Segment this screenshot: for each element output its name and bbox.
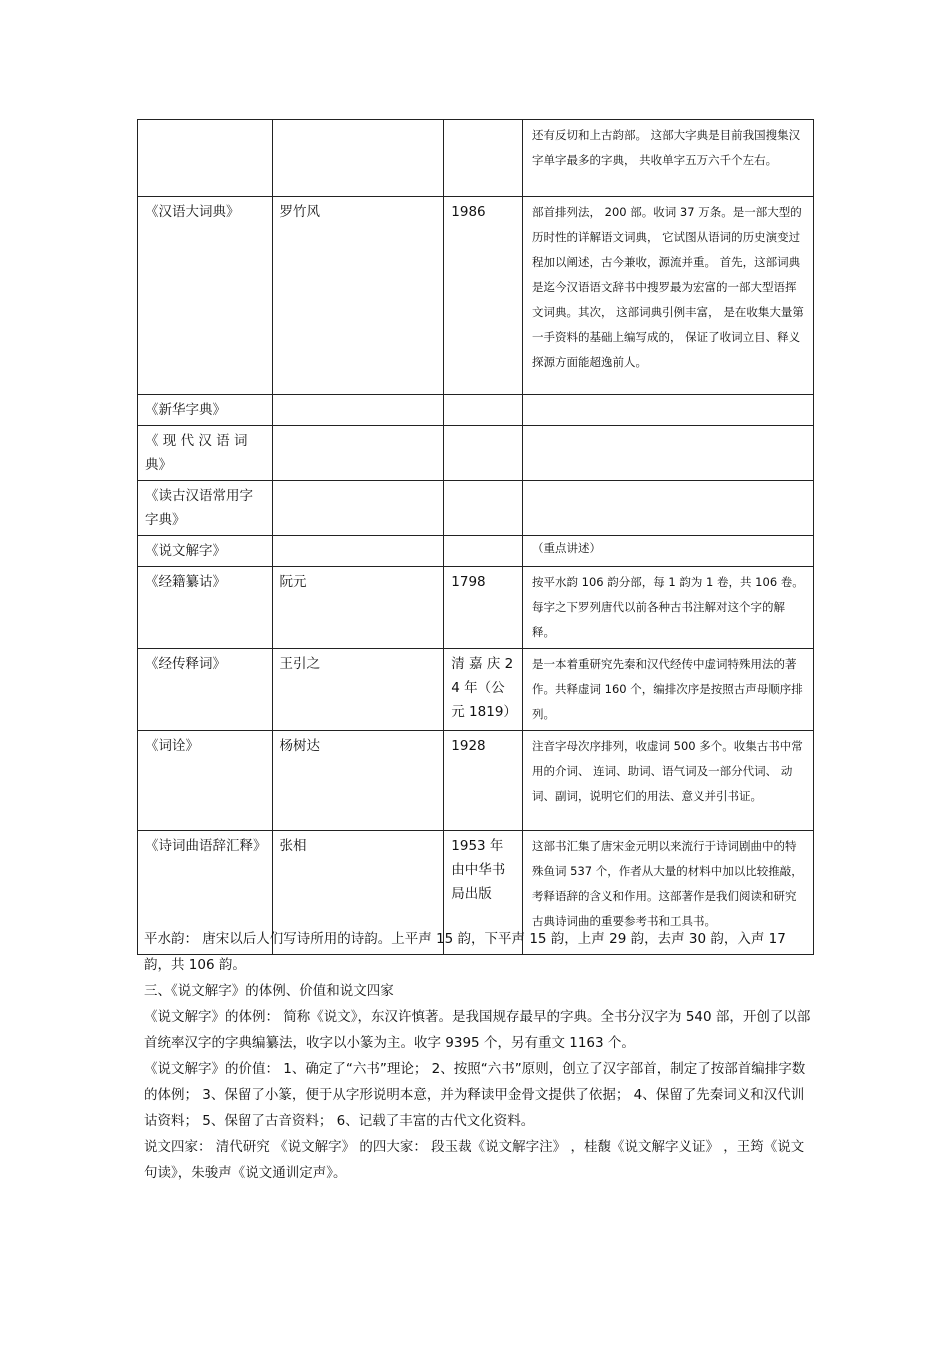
year-cell xyxy=(444,395,523,426)
description-cell: 是一本着重研究先秦和汉代经传中虚词特殊用法的著作。共释虚词 160 个，编排次序是按照古声母顺序排列。 xyxy=(523,649,814,731)
author-cell xyxy=(272,395,444,426)
title-cell: 《汉语大词典》 xyxy=(138,197,273,395)
year-cell: 1928 xyxy=(444,731,523,831)
year-cell xyxy=(444,536,523,567)
table-row xyxy=(138,481,814,536)
author-cell xyxy=(272,120,444,197)
author-cell: 阮元 xyxy=(272,567,444,649)
title-cell: 《经籍纂诂》 xyxy=(138,567,273,649)
author-cell: 杨树达 xyxy=(272,731,444,831)
jiazhi-paragraph: 《说文解字》的价值： 1、确定了“六书”理论； 2、按照“六书”原则，创立了汉字部首，制定了按部首编排字数的体例； 3、保留了小篆，便于从字形说明本意，并为释读甲金骨文提供了依据； 4、保留了先秦词义和汉代训诂资料； 5、保留了古音资料； 6、记载了丰富的古代文化资料。 xyxy=(144,1061,806,1129)
title-cell: 《 现 代 汉 语 词典》 xyxy=(138,426,273,481)
table-row xyxy=(138,567,814,649)
title-cell xyxy=(138,120,273,197)
description-cell: （重点讲述） xyxy=(523,536,814,567)
description-cell: 注音字母次序排列，收虚词 500 多个。收集古书中常用的介词、 连词、助词、语气词及一部分代词、 动词、副词，说明它们的用法、意义并引书证。 xyxy=(523,731,814,831)
table-row xyxy=(138,649,814,731)
year-cell xyxy=(444,426,523,481)
title-cell: 《新华字典》 xyxy=(138,395,273,426)
sijia-paragraph: 说文四家： 清代研究 《说文解字》 的四大家： 段玉裁《说文解字注》 ，桂馥《说文解字义证》 ，王筠《说文句读》，朱骏声《说文通训定声》。 xyxy=(144,1139,805,1181)
pingshui-note: 平水韵： 唐宋以后人们写诗所用的诗韵。上平声 15 韵，下平声 15 韵，上声 29 韵，去声 30 韵，入声 17 韵，共 106 韵。 xyxy=(144,931,786,973)
author-cell xyxy=(272,426,444,481)
description-cell: 还有反切和上古韵部。 这部大字典是目前我国搜集汉字单字最多的字典， 共收单字五万六千个左右。 xyxy=(523,120,814,197)
table-row xyxy=(138,536,814,567)
description-cell: 按平水韵 106 韵分部，每 1 韵为 1 卷，共 106 卷。每字之下罗列唐代以前各种古书注解对这个字的解释。 xyxy=(523,567,814,649)
table-row xyxy=(138,120,814,197)
notes-section xyxy=(144,926,814,1186)
table-row xyxy=(138,197,814,395)
description-cell xyxy=(523,395,814,426)
title-cell: 《词诠》 xyxy=(138,731,273,831)
tili-paragraph: 《说文解字》的体例： 简称《说文》，东汉许慎著。是我国规存最早的字典。全书分汉字为 540 部，开创了以部首统率汉字的字典编纂法，收字以小篆为主。收字 9395 个，另有重文 1163 个。 xyxy=(144,1009,811,1051)
description-cell xyxy=(523,481,814,536)
author-cell: 罗竹风 xyxy=(272,197,444,395)
title-cell: 《读古汉语常用字字典》 xyxy=(138,481,273,536)
year-cell xyxy=(444,481,523,536)
description-cell: 这部书汇集了唐宋金元明以来流行于诗词剧曲中的特殊鱼词 537 个，作者从大量的材料中加以比较推敲， 考释语辞的含义和作用。这部著作是我们阅读和研究古典诗词曲的重要参考书和工具书。 xyxy=(523,831,814,955)
dictionary-table xyxy=(137,119,814,955)
year-cell: 清 嘉 庆 24 年（公元 1819） xyxy=(444,649,523,731)
section-heading: 三、《说文解字》的体例、价值和说文四家 xyxy=(144,983,394,999)
author-cell: 张相 xyxy=(272,831,444,955)
table-row xyxy=(138,426,814,481)
author-cell: 王引之 xyxy=(272,649,444,731)
year-cell xyxy=(444,120,523,197)
author-cell xyxy=(272,481,444,536)
title-cell: 《说文解字》 xyxy=(138,536,273,567)
description-cell: 部首排列法， 200 部。收词 37 万条。是一部大型的历时性的详解语文词典， 它试图从语词的历史演变过程加以阐述，古今兼收，源流并重。 首先，这部词典是迄今汉语语文辞书中搜罗最为宏富的一部大型语挥文词典。其次， 这部词典引例丰富， 是在收集大量第一手资料的基础上编写成的， 保证了收词立目、释义探源方面能超逸前人。 xyxy=(523,197,814,395)
description-cell xyxy=(523,426,814,481)
title-cell: 《诗词曲语辞汇释》 xyxy=(138,831,273,955)
table-row xyxy=(138,731,814,831)
author-cell xyxy=(272,536,444,567)
title-cell: 《经传释词》 xyxy=(138,649,273,731)
year-cell: 1798 xyxy=(444,567,523,649)
year-cell: 1953 年由中华书局出版 xyxy=(444,831,523,955)
year-cell: 1986 xyxy=(444,197,523,395)
table-row xyxy=(138,395,814,426)
